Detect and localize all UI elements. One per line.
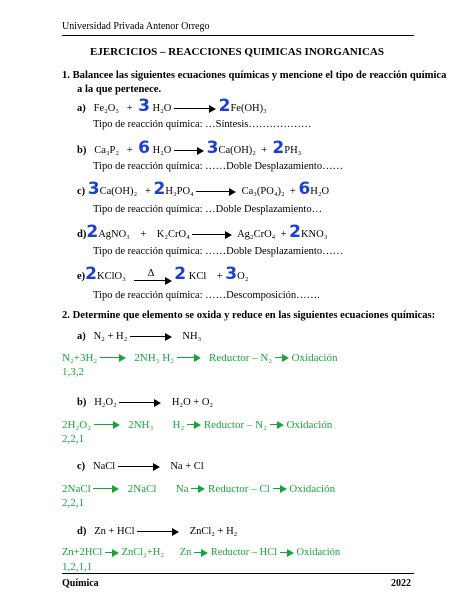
formula: Ag₂CrO₄ [237,229,276,240]
answer-arrow [273,485,287,493]
item-letter: b) [77,145,87,156]
coefficient: 3 [87,179,100,199]
q1-item-e-type: Tipo de reacción química: ……Descomposición……. [93,290,320,301]
q1-item-d-type: Tipo de reacción química: ……Doble Desplazamiento…… [93,246,344,257]
q1-item-a-type: Tipo de reacción química: …Síntesis……………… [93,119,312,130]
footer-year: 2022 [391,578,411,589]
item-letter: e) [77,271,86,282]
formula: AgNO₃ [98,229,130,240]
answer-oxidation: Oxidación [291,352,338,364]
formula: Fe₂O₃ [93,103,120,114]
coefficient: 6 [298,179,311,199]
reaction-arrow [174,105,216,113]
plus-sign: + [216,271,223,282]
formula: H₂O [152,103,172,114]
answer-arrow [93,485,119,493]
answer-arrow [105,549,119,557]
reaction-arrow [134,277,172,285]
item-letter: a) [77,103,86,114]
q1-prompt-line1: 1. Balancee las siguientes ecuaciones químicas y mencione el tipo de reacción química [62,70,447,81]
answer-oxidation: Oxidación [296,547,341,558]
formula: Ca(OH)₂ [99,186,138,197]
coefficient: 6 [138,138,150,158]
page-title: EJERCICIOS – REACCIONES QUIMICAS INORGANICAS [90,46,384,58]
answer-balanced: N₂+3H₂ [62,352,98,364]
q2-prompt: 2. Determine que elemento se oxida y reduce en las siguientes ecuaciones químicas: [62,310,436,321]
q2-item-c-answer [62,483,335,495]
answer-balanced: 2NaCl [62,483,91,495]
header-rule [62,35,414,36]
plus-sign: + [145,186,151,197]
plus-sign: + [126,103,133,114]
coefficient: 2 [174,264,187,284]
answer-arrow [194,549,208,557]
coefficient: 2 [218,96,231,116]
q2-item-c [77,461,204,472]
answer-oxidation: Oxidación [289,483,336,495]
q2-item-a-coefficients: 1,3,2 [62,366,84,378]
item-letter: d) [77,526,87,537]
coefficient: 3 [206,138,219,158]
coefficient: 3 [138,96,150,116]
answer-reductor: Reductor – N₂ [209,352,273,364]
q2-item-d [77,526,237,537]
reaction-arrow [192,231,232,239]
formula: H₃PO₄ [165,186,194,197]
item-letter: c) [77,461,86,472]
answer-element: Zn [179,547,192,558]
reaction-arrow [196,188,236,196]
formula: H₂O [310,186,330,197]
answer-product: 2NaCl [127,483,157,495]
answer-balanced: Zn+2HCl [62,547,103,558]
formula: Ca₃(PO₄)₂ [241,186,285,197]
plus-sign: + [261,145,268,156]
formula: ZnCl₂ + H₂ [189,526,238,537]
item-letter: d) [77,229,87,240]
q2-item-d-coefficients: 1,2,1,1 [62,561,93,573]
q1-item-d [77,224,327,241]
formula: H₂O₂ [94,397,117,408]
q2-item-b [77,397,213,408]
answer-product: 2NH₃ [128,419,154,431]
q1-item-b [77,140,301,157]
formula: Na + Cl [170,461,204,472]
coefficient: 2 [153,179,166,199]
q1-item-c [77,181,329,198]
answer-arrow [275,354,289,362]
q2-item-b-coefficients: 2,2,1 [62,433,84,445]
answer-reductor: Reductor – N₂ [203,419,267,431]
coefficient: 2 [86,222,99,242]
q2-item-a [77,331,201,342]
answer-product: ZnCl₂+H₂ [121,547,165,558]
answer-arrow [94,421,120,429]
answer-product: 2NH₃ H₂ [134,352,175,364]
header-university: Universidad Privada Antenor Orrego [62,21,210,32]
formula: Ca(OH)₂ [218,145,256,156]
formula: NH₃ [182,331,202,342]
answer-oxidation: Oxidación [286,419,333,431]
answer-reductor: Reductor – HCl [210,547,278,558]
answer-reductor: Reductor – Cl [208,483,270,495]
formula: K₂CrO₄ [156,229,190,240]
answer-arrow [280,549,294,557]
coefficient: 2 [272,138,285,158]
reaction-arrow [130,333,172,341]
footer-rule [62,573,414,574]
item-letter: b) [77,397,87,408]
answer-element: Na [175,483,189,495]
q1-item-b-type: Tipo de reacción química: ……Doble Desplazamiento…… [93,161,344,172]
formula: Fe(OH)₃ [230,103,267,114]
q1-item-a [77,98,267,115]
q1-item-e [77,266,248,283]
answer-arrow [100,354,126,362]
formula: KCl [188,271,207,282]
answer-arrow [191,485,205,493]
footer-subject: Química [62,578,99,589]
formula: Zn + HCl [94,526,135,537]
formula: Ca₃P₂ [94,145,120,156]
formula: H₂O + O₂ [171,397,214,408]
answer-arrow [187,421,201,429]
item-letter: c) [77,186,86,197]
plus-sign: + [140,229,147,240]
coefficient: 2 [289,222,301,242]
item-letter: a) [77,331,86,342]
answer-arrow [270,421,284,429]
formula: NaCl [93,461,116,472]
coefficient: 3 [225,264,238,284]
coefficient: 2 [85,264,98,284]
q2-item-b-answer [62,419,332,431]
delta-symbol: Δ [147,268,155,279]
q2-item-d-answer [62,547,340,558]
formula: N₂ + H₂ [93,331,128,342]
formula: O₂ [237,271,249,282]
formula: PH₃ [284,145,302,156]
answer-arrow [177,354,201,362]
q1-prompt-line2: a la que pertenece. [77,84,162,95]
plus-sign: + [126,145,133,156]
heat-arrow [134,268,172,282]
q1-item-c-type: Tipo de reacción química: …Doble Desplazamiento… [93,204,323,215]
reaction-arrow [118,463,160,471]
formula: H₂O [152,145,172,156]
plus-sign: + [289,186,296,197]
reaction-arrow [174,147,204,155]
reaction-arrow [137,528,179,536]
reaction-arrow [119,399,161,407]
answer-element: H₂ [172,419,185,431]
formula: KClO₃ [97,271,126,282]
q2-item-c-coefficients: 2,2,1 [62,497,84,509]
q2-item-a-answer [62,352,337,364]
answer-balanced: 2H₂O₂ [62,419,92,431]
formula: KNO₃ [300,229,328,240]
plus-sign: + [280,229,287,240]
